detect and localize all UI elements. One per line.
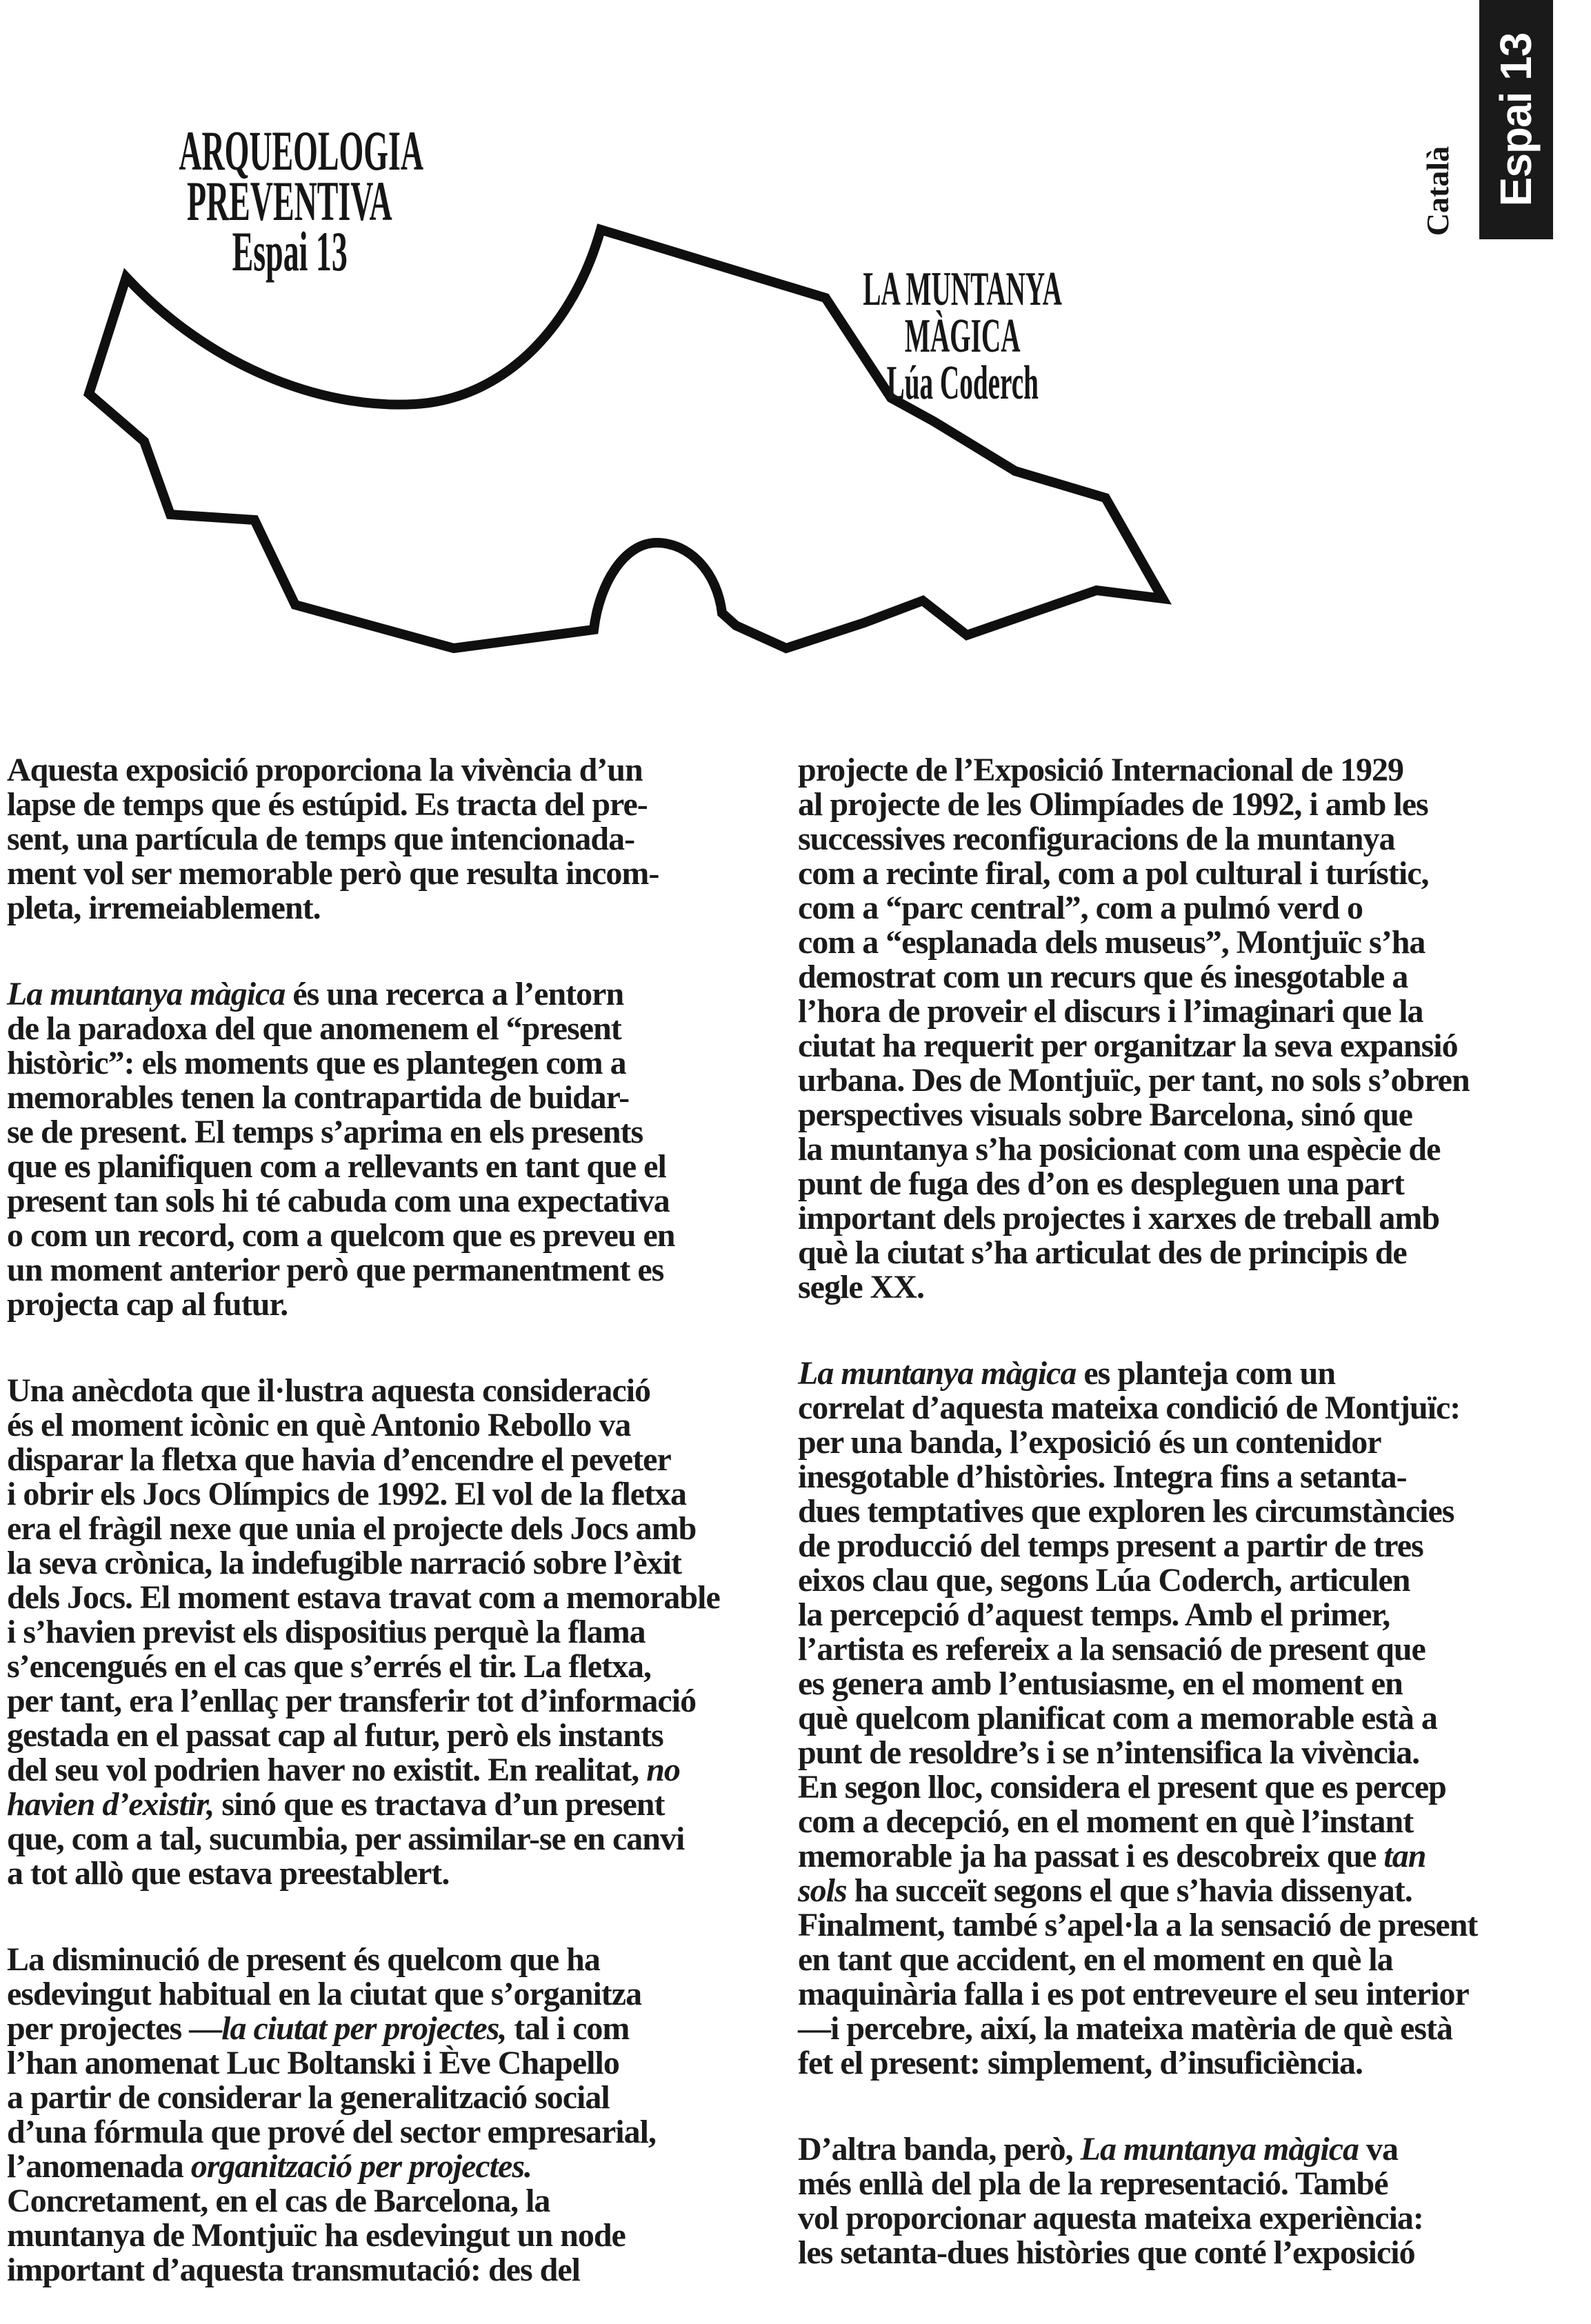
text-line [7, 977, 800, 1012]
text-segment: és una recerca a l’entorn [285, 976, 624, 1012]
text-line [7, 1374, 800, 1408]
text-line [798, 1132, 1591, 1167]
text-line [798, 1908, 1591, 1943]
text-line [798, 1943, 1591, 1977]
text-segment: o com un record, com a quelcom que es preveu en [7, 1217, 675, 1254]
text-line [798, 1598, 1591, 1632]
program-title-line: ARQUEOLOGIA [179, 119, 423, 182]
text-segment: dels Jocs. El moment estava travat com a memorable [7, 1579, 720, 1616]
text-segment: En segon lloc, considera el present que es percep [798, 1769, 1446, 1805]
text-line [7, 1288, 800, 1322]
text-segment: les setanta-dues històries que conté l’exposició [798, 2234, 1415, 2271]
paragraph [798, 1356, 1591, 2081]
text-line [798, 1029, 1591, 1063]
text-segment: inesgotable d’històries. Integra fins a setanta- [798, 1459, 1407, 1495]
text-line [798, 1874, 1591, 1908]
text-segment: més enllà del pla de la representació. També [798, 2165, 1388, 2202]
text-segment: dues temptatives que exploren les circumstàncies [798, 1493, 1454, 1530]
text-segment: Aquesta exposició proporciona la vivència d’un [7, 752, 643, 788]
text-segment: la muntanya s’ha posicionat com una espècie de [798, 1131, 1441, 1168]
text-segment: memorables tenen la contrapartida de buidar- [7, 1079, 630, 1116]
text-segment: de la paradoxa del que anomenem el “present [7, 1010, 621, 1047]
text-segment: perspectives visuals sobre Barcelona, sinó que [798, 1096, 1412, 1133]
text-segment: Una anècdota que il·lustra aquesta consideració [7, 1372, 651, 1409]
text-segment: la seva crònica, la indefugible narració sobre l’èxit [7, 1545, 681, 1581]
text-line [7, 1512, 800, 1546]
text-segment: present tan sols hi té cabuda com una expectativa [7, 1183, 670, 1219]
text-segment: urbana. Des de Montjuïc, per tant, no sols s’obren [798, 1062, 1470, 1099]
text-segment: successives reconfiguracions de la muntanya [798, 821, 1395, 857]
text-line [7, 1719, 800, 1753]
text-segment: disparar la fletxa que havia d’encendre el peveter [7, 1441, 671, 1478]
text-segment: D’altra banda, però, [798, 2131, 1081, 2167]
text-line [798, 960, 1591, 994]
text-segment: demostrat com un recurs que és inesgotable a [798, 959, 1408, 995]
text-line [7, 788, 800, 822]
text-line [7, 2150, 800, 2184]
text-line [798, 1667, 1591, 1701]
italic-text-segment: organització per projectes. [190, 2148, 532, 2185]
paragraph [798, 753, 1591, 1305]
text-segment: què quelcom planificat com a memorable està a [798, 1700, 1437, 1736]
text-line [798, 1494, 1591, 1529]
text-line [7, 1546, 800, 1581]
text-segment: vol proporcionar aquesta mateixa experiència: [798, 2200, 1423, 2236]
exhibition-title-line: LA MUNTANYA [863, 263, 1063, 316]
body-text-column-right [798, 753, 1591, 2270]
text-line [7, 857, 800, 891]
text-line [798, 788, 1591, 822]
text-segment: com a “esplanada dels museus”, Montjuïc s’ha [798, 924, 1425, 961]
text-line [7, 1943, 800, 1977]
paragraph [7, 1374, 800, 1891]
text-segment: important dels projectes i xarxes de treball amb [798, 1200, 1440, 1236]
text-segment: sinó que es tractava d’un present [214, 1786, 665, 1823]
text-segment: històric”: els moments que es plantegen com a [7, 1045, 626, 1081]
exhibition-title-line: MÀGICA [905, 310, 1021, 363]
text-line [798, 1236, 1591, 1270]
text-line [798, 1270, 1591, 1305]
text-segment: l’anomenada [7, 2148, 191, 2185]
text-segment: un moment anterior però que permanentment es [7, 1252, 664, 1288]
text-line [798, 1201, 1591, 1236]
text-segment: a partir de considerar la generalització social [7, 2079, 610, 2116]
text-segment: sent, una partícula de temps que intencionada- [7, 821, 635, 857]
text-segment: La disminució de present és quelcom que ha [7, 1941, 600, 1978]
text-line [798, 1977, 1591, 2012]
text-line [7, 1219, 800, 1253]
text-segment: com a decepció, en el moment en què l’instant [798, 1803, 1414, 1840]
text-line [798, 891, 1591, 925]
body-text-column-left [7, 753, 800, 2287]
text-segment: se de present. El temps s’aprima en els presents [7, 1114, 643, 1150]
text-segment: projecta cap al futur. [7, 1286, 288, 1323]
text-segment: la percepció d’aquest temps. Amb el primer, [798, 1596, 1390, 1633]
text-line [798, 1770, 1591, 1805]
text-segment: l’artista es refereix a la sensació de present que [798, 1631, 1425, 1667]
paragraph [7, 1943, 800, 2287]
text-segment: que es planifiquen com a rellevants en tant que el [7, 1148, 666, 1185]
text-segment: segle XX. [798, 1269, 924, 1305]
text-segment: l’han anomenat Luc Boltanski i Ève Chapello [7, 2045, 619, 2081]
text-line [7, 1115, 800, 1150]
text-line [7, 1046, 800, 1081]
text-line [7, 2115, 800, 2150]
text-segment: punt de fuga des d’on es despleguen una part [798, 1165, 1404, 1202]
text-segment: fet el present: simplement, d’insuficiència. [798, 2045, 1363, 2081]
exhibition-title [756, 263, 1170, 410]
text-segment: l’hora de proveir el discurs i l’imaginari que la [798, 993, 1423, 1030]
text-line [798, 1063, 1591, 1098]
italic-text-segment: havien d’existir, [7, 1786, 214, 1823]
text-line [7, 1012, 800, 1046]
text-segment: projecte de l’Exposició Internacional de 1929 [798, 752, 1404, 788]
text-segment: va [1359, 2131, 1399, 2167]
program-title [83, 119, 497, 283]
text-line [7, 1408, 800, 1443]
program-title-line: Espai 13 [232, 220, 348, 283]
text-segment: gestada en el passat cap al futur, però els instants [7, 1717, 663, 1754]
text-line [798, 1839, 1591, 1874]
text-line [7, 1615, 800, 1650]
italic-text-segment: la ciutat per projectes, [221, 2010, 507, 2047]
italic-text-segment: La muntanya màgica [7, 976, 286, 1012]
text-segment: —i percebre, així, la mateixa matèria de què està [798, 2010, 1453, 2047]
text-segment: de producció del temps present a partir de tres [798, 1527, 1423, 1564]
text-segment: ciutat ha requerit per organitzar la seva expansió [798, 1028, 1458, 1064]
text-line [798, 1391, 1591, 1425]
text-line [7, 1581, 800, 1615]
text-segment: pleta, irremeiablement. [7, 890, 321, 926]
paragraph [798, 2132, 1591, 2270]
text-line [798, 925, 1591, 960]
text-segment: i s’havien previst els dispositius perquè la flama [7, 1614, 646, 1650]
text-line [798, 1167, 1591, 1201]
text-line [7, 1650, 800, 1684]
text-segment: important d’aquesta transmutació: des del [7, 2252, 580, 2288]
text-line [7, 1753, 800, 1787]
text-line [798, 1736, 1591, 1770]
text-line [798, 857, 1591, 891]
text-line [7, 1977, 800, 2012]
text-segment: tal i com [506, 2010, 630, 2047]
text-line [798, 2201, 1591, 2236]
text-segment: del seu vol podrien haver no existit. En realitat, [7, 1752, 647, 1788]
text-line [798, 2236, 1591, 2270]
text-segment: memorable ja ha passat i es descobreix que [798, 1838, 1384, 1874]
text-segment: com a recinte firal, com a pol cultural i turístic, [798, 855, 1429, 892]
text-line [7, 2184, 800, 2218]
italic-text-segment: no [646, 1752, 680, 1788]
text-segment: al projecte de les Olimpíades de 1992, i amb les [798, 786, 1428, 823]
text-segment: muntanya de Montjuïc ha esdevingut un node [7, 2217, 626, 2254]
text-segment: que, com a tal, sucumbia, per assimilar-se en canvi [7, 1821, 685, 1857]
text-segment: s’encengués en el cas que s’errés el tir. La fletxa, [7, 1648, 652, 1685]
text-line [798, 1701, 1591, 1736]
text-line [7, 753, 800, 788]
text-line [7, 2253, 800, 2287]
text-line [798, 753, 1591, 788]
exhibition-artist-name: Lúa Coderch [886, 357, 1039, 410]
language-label: Català [1420, 146, 1455, 237]
text-line [798, 2167, 1591, 2201]
text-segment: per projectes — [7, 2010, 222, 2047]
text-segment: com a “parc central”, com a pulmó verd o [798, 890, 1363, 926]
text-line [798, 994, 1591, 1029]
text-line [7, 1822, 800, 1856]
text-line [798, 1563, 1591, 1598]
text-segment: d’una fórmula que prové del sector empresarial, [7, 2114, 656, 2150]
text-line [798, 2046, 1591, 2081]
text-line [798, 1529, 1591, 1563]
text-line [7, 891, 800, 925]
text-line [798, 1460, 1591, 1494]
text-segment: Concretament, en el cas de Barcelona, la [7, 2183, 550, 2219]
italic-text-segment: sols [798, 1872, 847, 1909]
text-line [7, 1684, 800, 1719]
italic-text-segment: La muntanya màgica [798, 1355, 1077, 1392]
text-segment: què la ciutat s’ha articulat des de principis de [798, 1234, 1407, 1271]
text-line [7, 1150, 800, 1184]
text-line [798, 2012, 1591, 2046]
program-title-line: PREVENTIVA [187, 170, 392, 232]
text-segment: lapse de temps que és estúpid. Es tracta del pre- [7, 786, 648, 823]
text-line [7, 1787, 800, 1822]
text-line [7, 2012, 800, 2046]
espai13-tab-label: Espai 13 [1491, 32, 1541, 207]
text-line [798, 2132, 1591, 2167]
text-segment: eixos clau que, segons Lúa Coderch, articulen [798, 1562, 1410, 1599]
paragraph [7, 977, 800, 1322]
text-line [7, 2218, 800, 2253]
text-segment: per una banda, l’exposició és un contenidor [798, 1424, 1381, 1461]
italic-text-segment: La muntanya màgica [1080, 2131, 1359, 2167]
text-line [798, 1632, 1591, 1667]
text-line [7, 1443, 800, 1477]
text-segment: esdevingut habitual en la ciutat que s’organitza [7, 1976, 642, 2012]
text-line [798, 822, 1591, 857]
espai13-corner-tab [1479, 0, 1553, 239]
text-segment: a tot allò que estava preestablert. [7, 1855, 450, 1892]
text-line [7, 1856, 800, 1891]
text-segment: es planteja com un [1076, 1355, 1336, 1392]
text-line [7, 822, 800, 857]
text-line [798, 1805, 1591, 1839]
text-segment: en tant que accident, en el moment en què la [798, 1941, 1393, 1978]
text-line [7, 2081, 800, 2115]
text-segment: i obrir els Jocs Olímpics de 1992. El vol de la fletxa [7, 1476, 687, 1512]
text-line [7, 1184, 800, 1219]
text-segment: ment vol ser memorable però que resulta incom- [7, 855, 659, 892]
text-segment: per tant, era l’enllaç per transferir tot d’informació [7, 1683, 697, 1719]
text-segment: maquinària falla i es pot entreveure el seu interior [798, 1976, 1469, 2012]
text-line [7, 1253, 800, 1288]
text-line [7, 2046, 800, 2081]
text-segment: punt de resoldre’s i se n’intensifica la vivència. [798, 1734, 1420, 1771]
text-segment: es genera amb l’entusiasme, en el moment en [798, 1665, 1403, 1702]
text-line [7, 1477, 800, 1512]
text-line [798, 1356, 1591, 1391]
paragraph [7, 753, 800, 925]
text-segment: és el moment icònic en què Antonio Rebollo va [7, 1407, 631, 1443]
italic-text-segment: tan [1383, 1838, 1426, 1874]
text-segment: Finalment, també s’apel·la a la sensació de present [798, 1907, 1478, 1943]
text-segment: ha succeït segons el que s’havia dissenyat. [846, 1872, 1412, 1909]
text-segment: correlat d’aquesta mateixa condició de Montjuïc: [798, 1390, 1461, 1426]
text-line [798, 1098, 1591, 1132]
text-line [798, 1425, 1591, 1460]
text-line [7, 1081, 800, 1115]
text-segment: era el fràgil nexe que unia el projecte dels Jocs amb [7, 1510, 697, 1547]
